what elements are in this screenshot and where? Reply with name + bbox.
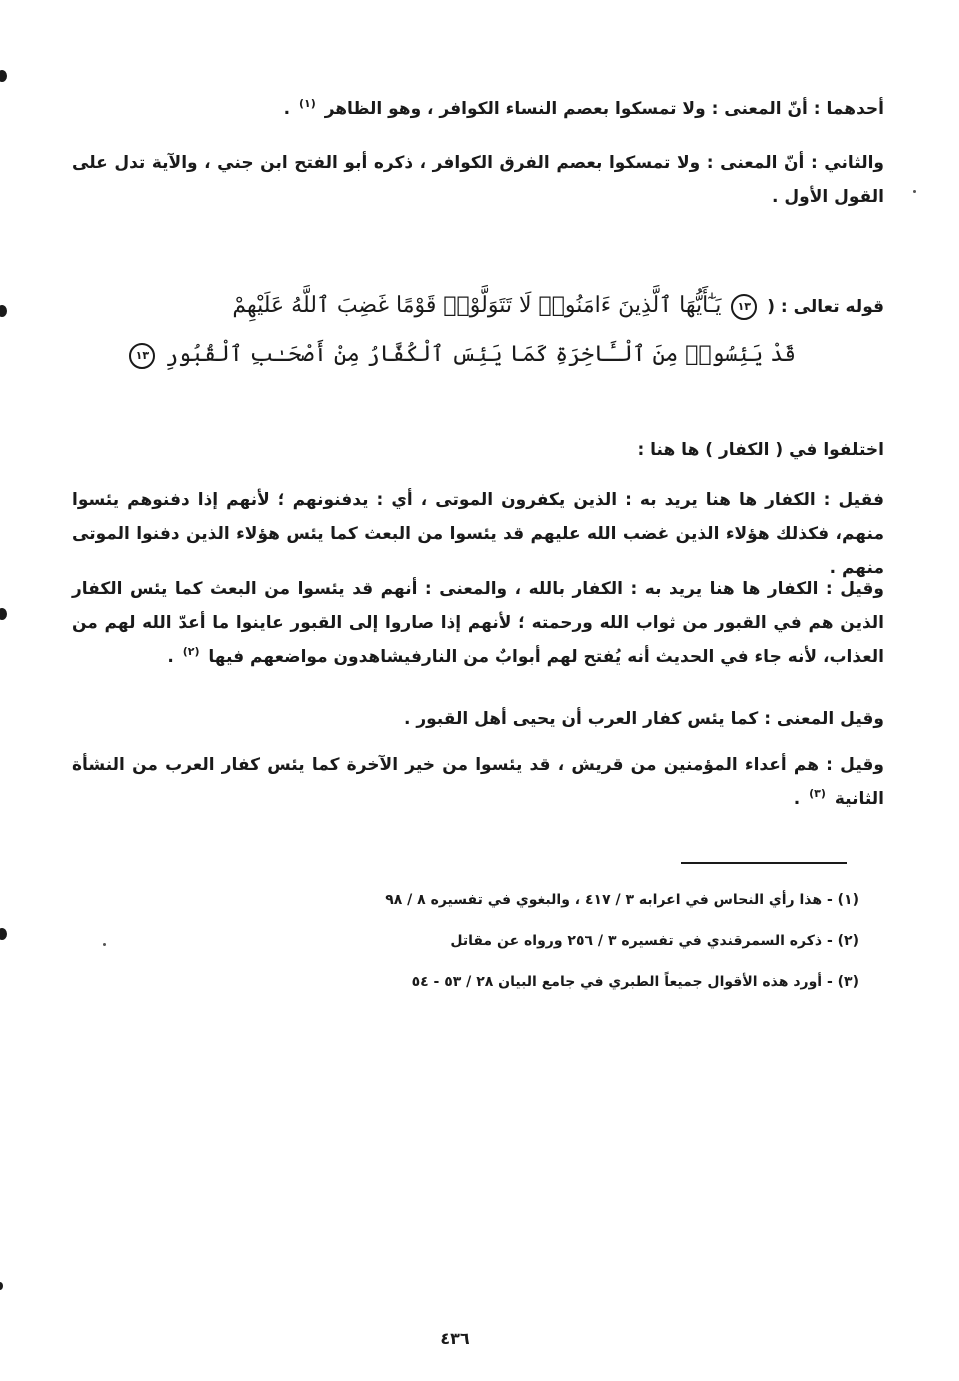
verse-line-2 bbox=[72, 331, 884, 380]
binding-hole-mark bbox=[0, 928, 7, 940]
footnote-2: (٢) - ذكره السمرقندي في تفسيره ٣ / ٢٥٦ ورواه عن مقاتل bbox=[450, 933, 859, 949]
scan-speck bbox=[913, 190, 916, 193]
footnote-3: (٣) - أورد هذه الأقوال جميعاً الطبري في جامع البيان ٢٨ / ٥٣ - ٥٤ bbox=[411, 974, 859, 990]
ayah-number-mark: ١٣ bbox=[731, 294, 757, 320]
paragraph-text: أحدهما : أنّ المعنى : ولا تمسكوا بعصم النساء الكوافر ، وهو الظاهر bbox=[324, 99, 884, 119]
page-number: ٤٣٦ bbox=[440, 1329, 470, 1348]
paragraph-opinion-arabs bbox=[72, 702, 884, 736]
paragraph-text: وقيل : الكفار ها هنا يريد به : الكفار بالله ، والمعنى : أنهم قد يئسوا من البعث كما يئس الكفار الذين هم في القبور من ثواب الله ورحمته ؛ لأنهم إذا صاروا إلى القبور عاينوا ما أعدّ الله لهم من العذاب، لأنه جاء في الحديث أنه يُفتح لهم أبوابٌ من النارفيشاهدون مواضعهم فيها bbox=[72, 579, 884, 667]
footnote-separator bbox=[681, 862, 847, 864]
footnote-1: (١) - هذا رأي النحاس في اعرابه ٣ / ٤١٧ ، والبغوي في تفسيره ٨ / ٩٨ bbox=[385, 892, 859, 908]
binding-hole-mark bbox=[0, 1282, 3, 1290]
paragraph-end: . bbox=[167, 647, 174, 667]
paragraph-text: وقيل المعنى : كما يئس كفار العرب أن يحيى أهل القبور . bbox=[403, 709, 884, 729]
paragraph-end: . bbox=[793, 789, 801, 809]
paragraph-text: وقيل : هم أعداء المؤمنين من قريش ، قد يئسوا من خير الآخرة كما يئس كفار العرب من النشأة الثانية bbox=[72, 755, 884, 809]
paragraph-opinion-disbelievers bbox=[72, 572, 884, 674]
binding-hole-mark bbox=[0, 305, 7, 317]
binding-hole-mark bbox=[0, 70, 7, 82]
verse-line-1 bbox=[72, 282, 884, 331]
footnote-ref: (١) bbox=[298, 97, 316, 111]
paragraph-end: . bbox=[283, 99, 291, 119]
verse-intro: قوله تعالى : ( bbox=[767, 297, 884, 317]
paragraph-text: اختلفوا في ( الكفار ) ها هنا : bbox=[637, 440, 884, 460]
ayah-number-mark: ١٣ bbox=[129, 343, 155, 369]
quran-verse-block bbox=[72, 282, 884, 380]
paragraph-text: فقيل : الكفار ها هنا يريد به : الذين يكفرون الموتى ، أي : يدفنونهم ؛ لأنهم إذا دفنوهم يئسوا منهم، فكذلك هؤلاء الذين غضب الله عليهم قد يئسوا من البعث كما يئس هؤلاء الذين دفنوا الموتى منهم . bbox=[72, 490, 884, 578]
paragraph-text: والثاني : أنّ المعنى : ولا تمسكوا بعصم الفرق الكوافر ، ذكره أبو الفتح ابن جني ، والآية تدل على القول الأول . bbox=[72, 153, 884, 207]
paragraph-opinion-quraysh bbox=[72, 748, 884, 816]
paragraph-disagreement-heading bbox=[72, 433, 884, 467]
paragraph-opinion-burial bbox=[72, 483, 884, 585]
footnote-ref: (٢) bbox=[182, 645, 200, 659]
binding-hole-mark bbox=[0, 608, 7, 620]
verse-text-line-1: يَـٰٓأَيُّهَا ٱلَّذِينَ ءَامَنُوا۟ لَا تَتَوَلَّوْا۟ قَوْمًا غَضِبَ ٱللَّهُ عَلَيْهِمْ bbox=[232, 293, 722, 318]
footnote-ref: (٣) bbox=[809, 787, 826, 801]
paragraph-second-opinion bbox=[72, 146, 884, 214]
paragraph-first-opinion bbox=[72, 92, 884, 126]
verse-text-line-2: قَدْ يَئِسُوا۟ مِنَ ٱلْـَٔاخِرَةِ كَمَا يَئِسَ ٱلْكُفَّارُ مِنْ أَصْحَـٰبِ ٱلْقُبُورِ bbox=[165, 342, 796, 367]
